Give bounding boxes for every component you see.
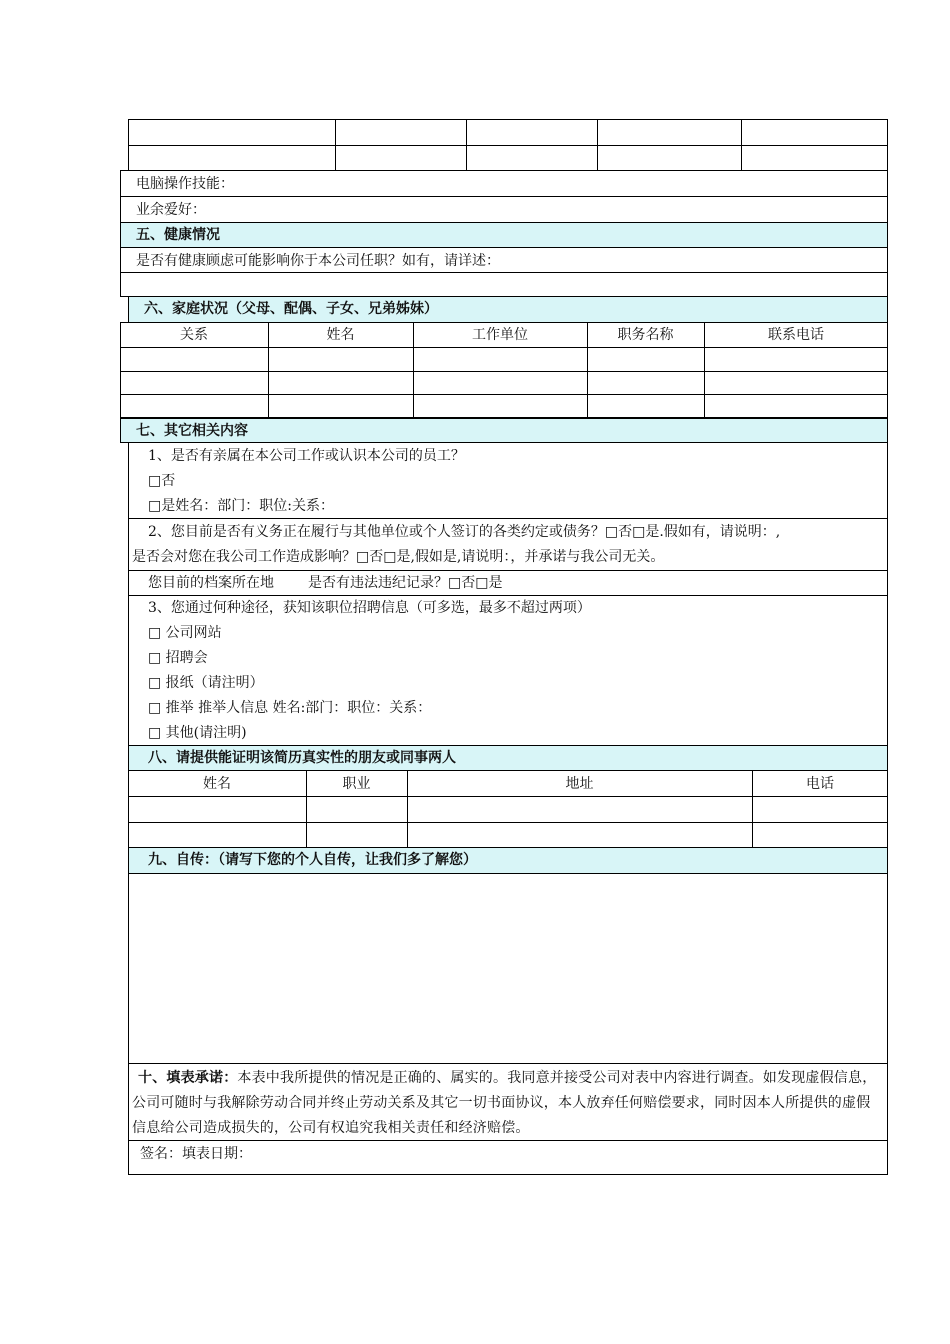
q1-question: 1、是否有亲属在本公司工作或认识本公司的员工？: [148, 448, 465, 464]
channel-referral[interactable]: □ 推举 推举人信息 姓名:部门：职位：关系：: [148, 700, 432, 716]
computer-skills-label: 电脑操作技能：: [136, 176, 234, 192]
family-header-name: 姓名: [326, 327, 355, 343]
declaration-text: 本表中我所提供的情况是正确的、属实的。我同意并接受公司对表中内容进行调查。如发现虚假信息，公司可随时与我解除劳动合同并终止劳动关系及其它一切书面协议，本人放弃任何赔偿要求，同时因本人所提供的虚假信息给公司造成损失的，公司有权追究我相关责任和经济赔偿。: [132, 1070, 877, 1136]
hobbies-label: 业余爱好：: [136, 202, 206, 218]
family-header-employer: 工作单位: [472, 327, 528, 343]
q3-block: [128, 595, 888, 746]
reference-header-name: 姓名: [203, 776, 231, 792]
family-header-position: 职务名称: [617, 327, 674, 343]
reference-header-phone: 电话: [806, 776, 834, 792]
section-5-header: [120, 222, 888, 248]
autobiography-field[interactable]: [128, 873, 888, 1064]
signature-label: 签名：填表日期：: [140, 1146, 252, 1162]
reference-header-address: 地址: [565, 776, 594, 792]
computer-skills-row: [120, 170, 888, 197]
violation-record-question: 是否有违法违纪记录？□否□是: [308, 575, 503, 591]
channel-job-fair[interactable]: □ 招聘会: [148, 650, 208, 666]
reference-header-occupation: 职业: [342, 776, 371, 792]
q2-line-2: 是否会对您在我公司工作造成影响？□否□是,假如是,请说明：，并承诺与我公司无关。: [132, 549, 665, 565]
section-5-title: 五、健康情况: [136, 227, 220, 243]
q2-line-1: 2、您目前是否有义务正在履行与其他单位或个人签订的各类约定或债务？□否□是.假如有，请说明：,: [148, 524, 781, 540]
q1-yes-option[interactable]: □是姓名：部门：职位:关系：: [148, 498, 334, 514]
family-header-relation: 关系: [180, 327, 208, 343]
q1-no-option[interactable]: □否: [148, 473, 176, 489]
hobbies-row: [120, 196, 888, 223]
health-answer-field[interactable]: [120, 272, 888, 297]
section-7-title: 七、其它相关内容: [136, 423, 248, 439]
family-header-phone: 联系电话: [768, 327, 824, 343]
section-9-title: 九、自传：（请写下您的个人自传，让我们多了解您）: [148, 852, 477, 868]
section-10-title: 十、填表承诺：: [138, 1070, 238, 1086]
q3-question: 3、您通过何种途径，获知该职位招聘信息（可多选，最多不超过两项）: [148, 600, 591, 616]
channel-website[interactable]: □ 公司网站: [148, 625, 222, 641]
channel-newspaper[interactable]: □ 报纸（请注明）: [148, 675, 264, 691]
section-8-title: 八、请提供能证明该简历真实性的朋友或同事两人: [148, 750, 456, 766]
channel-other[interactable]: □ 其他(请注明): [148, 725, 247, 741]
section-6-title: 六、家庭状况（父母、配偶、子女、兄弟姊妹）: [144, 301, 438, 317]
health-question: 是否有健康顾虑可能影响你于本公司任职？如有，请详述：: [136, 253, 500, 269]
declaration-paragraph: [132, 1066, 884, 1141]
archive-label: 您目前的档案所在地: [148, 575, 274, 591]
